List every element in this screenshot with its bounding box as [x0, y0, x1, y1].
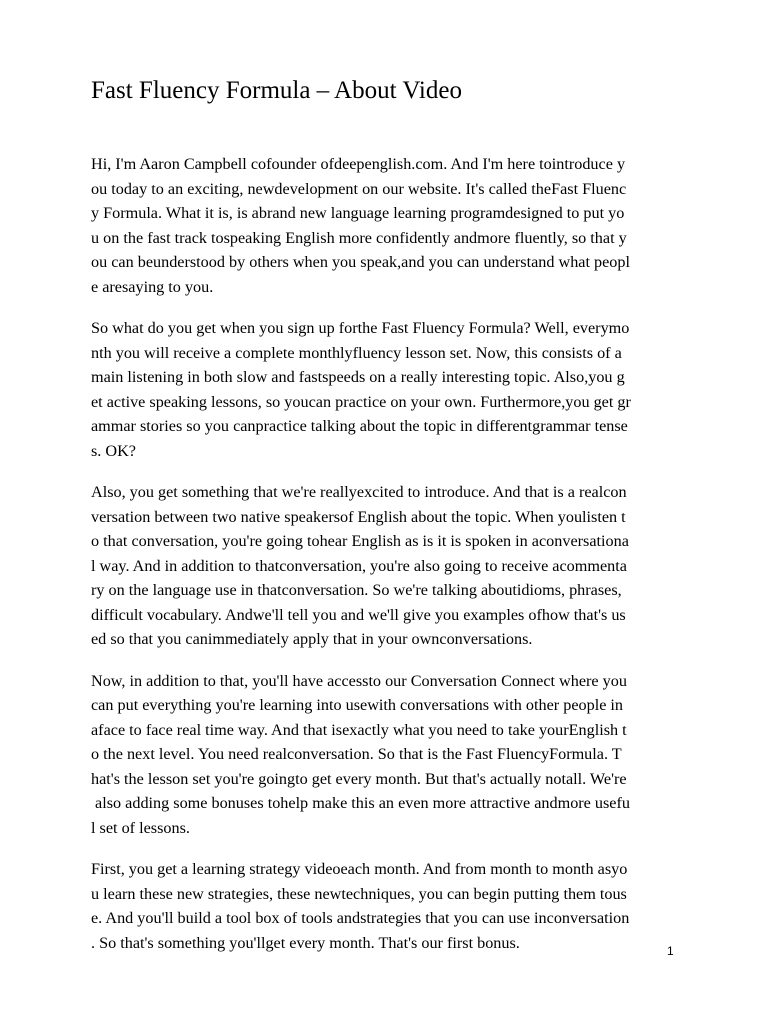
text-line: e aresaying to you.: [91, 277, 214, 296]
text-line: also adding some bonuses tohelp make this an even more attractive andmore usefu: [91, 794, 630, 812]
text-line: aface to face real time way. And that isexactly what you need to take yourEnglish t: [91, 720, 627, 739]
text-line: o the next level. You need realconversation. So that is the Fast FluencyFormula. T: [91, 745, 622, 763]
text-line: . So that's something you'llget every month. That's our first bonus.: [91, 933, 520, 952]
text-line: can put everything you're learning into usewith conversations with other people in: [91, 696, 624, 714]
text-line: So what do you get when you sign up forthe Fast Fluency Formula? Well, everymo: [91, 319, 630, 337]
text-line: Also, you get something that we're reallyexcited to introduce. And that is a realcon: [91, 483, 627, 501]
text-line: Hi, I'm Aaron Campbell cofounder ofdeepenglish.com. And I'm here tointroduce y: [91, 155, 626, 173]
text-line: et active speaking lessons, so youcan practice on your own. Furthermore,you get gr: [91, 392, 631, 411]
page-number: 1: [667, 944, 674, 958]
paragraph-1: [91, 152, 677, 299]
paragraph-3: [91, 480, 677, 652]
document-title: Fast Fluency Formula – About Video: [91, 77, 462, 104]
text-line: ry on the language use in thatconversation. So we're talking aboutidioms, phrases,: [91, 581, 622, 599]
text-line: o that conversation, you're going tohear English as is it is spoken in aconversationa: [91, 532, 629, 550]
paragraph-4: [91, 669, 677, 841]
text-line: ou can beunderstood by others when you speak,and you can understand what peopl: [91, 253, 630, 271]
text-line: e. And you'll build a tool box of tools andstrategies that you can use inconversation: [91, 909, 630, 927]
text-line: Now, in addition to that, you'll have accessto our Conversation Connect where you: [91, 671, 627, 690]
text-line: ed so that you canimmediately apply that in your ownconversations.: [91, 630, 533, 648]
text-line: ou today to an exciting, newdevelopment on our website. It's called theFast Fluenc: [91, 179, 627, 198]
text-line: s. OK?: [91, 441, 136, 460]
text-line: l way. And in addition to thatconversation, you're also going to receive acommenta: [91, 556, 627, 575]
text-line: nth you will receive a complete monthlyfluency lesson set. Now, this consists of a: [91, 343, 622, 362]
paragraph-5: [91, 857, 677, 955]
text-line: First, you get a learning strategy videoeach month. And from month to month asyo: [91, 860, 628, 878]
paragraph-2: [91, 316, 677, 463]
text-line: main listening in both slow and fastspeeds on a really interesting topic. Also,you g: [91, 368, 625, 386]
text-line: u learn these new strategies, these newtechniques, you can begin putting them tous: [91, 884, 627, 903]
text-line: u on the fast track tospeaking English more confidently andmore fluently, so that y: [91, 228, 627, 247]
text-line: versation between two native speakersof English about the topic. When youlisten t: [91, 507, 626, 526]
document-body: [91, 152, 677, 972]
text-line: difficult vocabulary. Andwe'll tell you and we'll give you examples ofhow that's us: [91, 605, 626, 624]
text-line: y Formula. What it is, is abrand new language learning programdesigned to put yo: [91, 204, 625, 222]
text-line: l set of lessons.: [91, 818, 190, 837]
text-line: ammar stories so you canpractice talking about the topic in differentgrammar tense: [91, 417, 628, 435]
text-line: hat's the lesson set you're goingto get every month. But that's actually notall. We're: [91, 769, 627, 788]
